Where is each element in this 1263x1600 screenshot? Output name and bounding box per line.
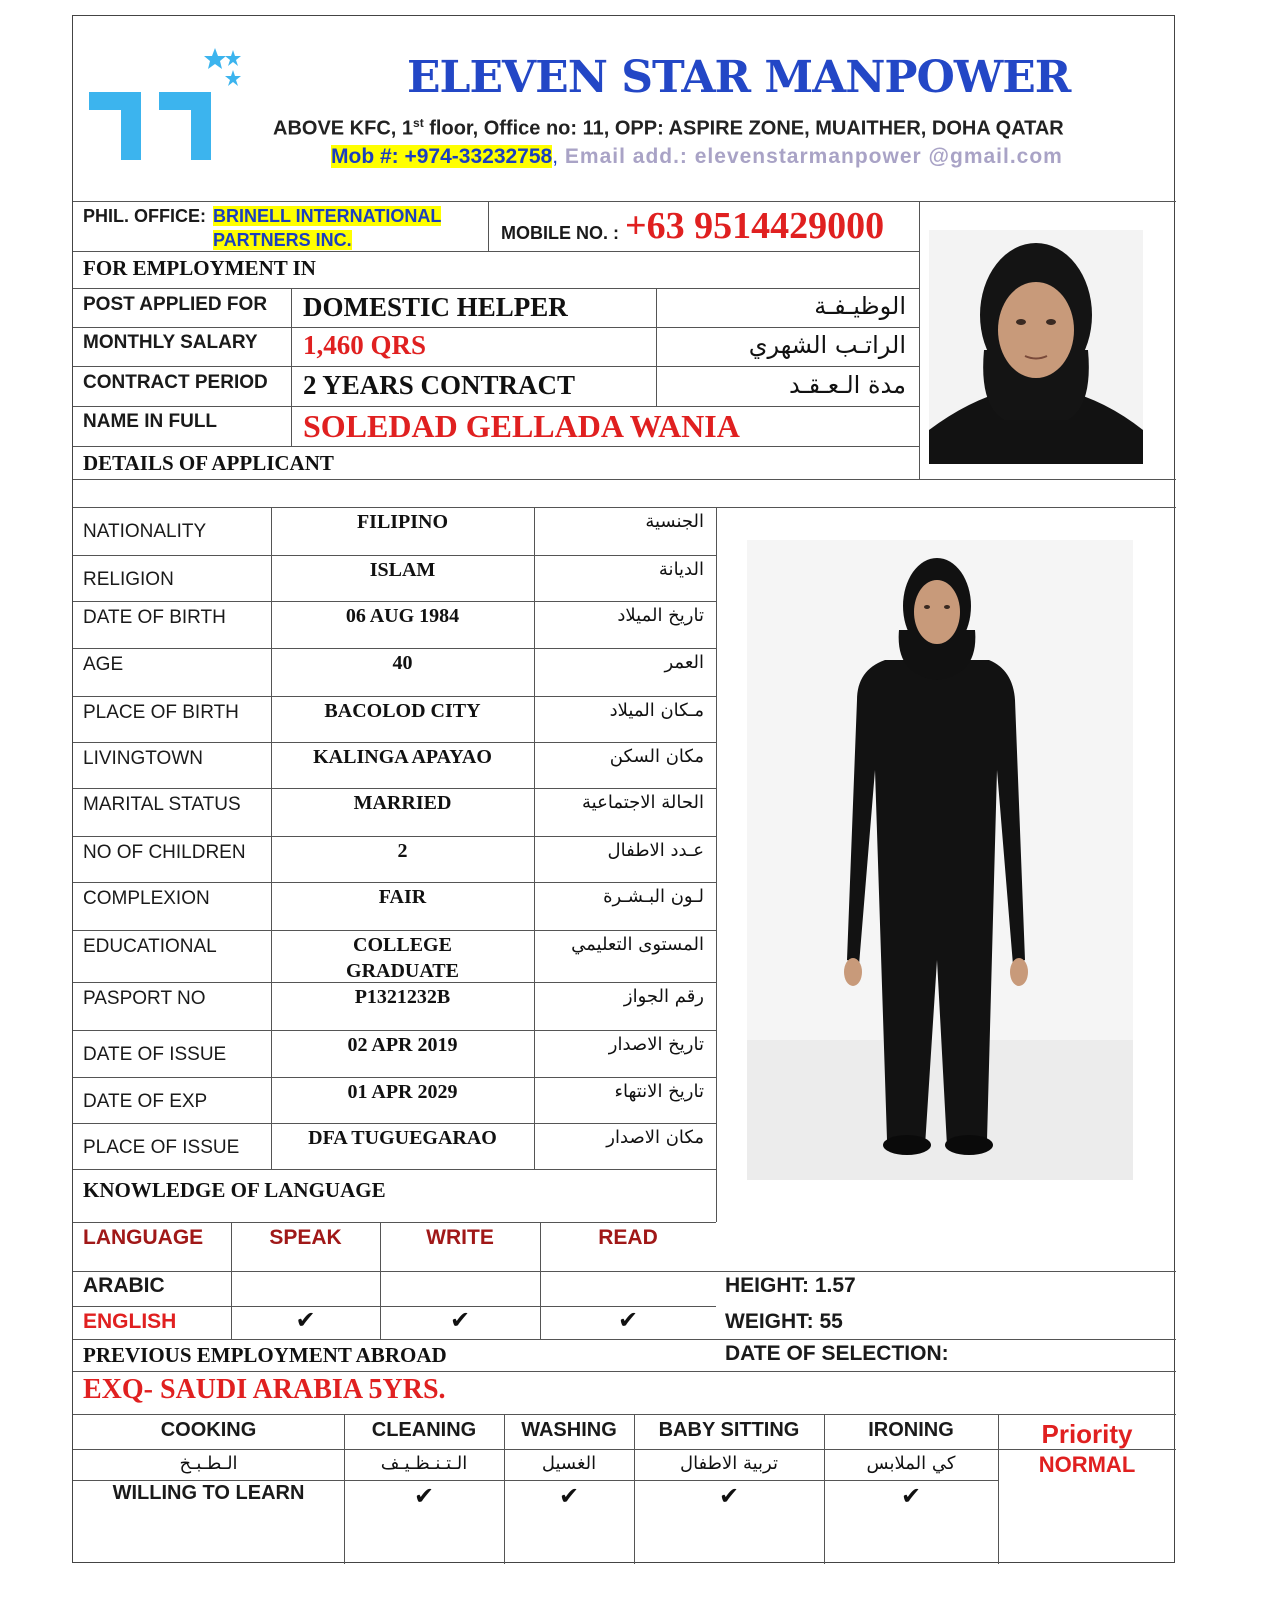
- post-applied-value: DOMESTIC HELPER: [303, 292, 568, 322]
- detail-arabic: الديانة: [658, 559, 704, 580]
- name-in-full-value: SOLEDAD GELLADA WANIA: [303, 408, 740, 444]
- height-value: HEIGHT: 1.57: [725, 1274, 856, 1297]
- skill-baby-sitting-arabic: تربية الاطفال: [679, 1453, 778, 1474]
- detail-label: PLACE OF BIRTH: [83, 702, 239, 723]
- detail-value: 40: [392, 652, 413, 674]
- contract-period-value: 2 YEARS CONTRACT: [303, 370, 576, 400]
- language-arabic: ARABIC: [83, 1274, 165, 1297]
- previous-employment-value: EXQ- SAUDI ARABIA 5YRS.: [83, 1374, 446, 1405]
- detail-arabic: عـدد الاطفال: [607, 840, 704, 861]
- detail-value: DFA TUGUEGARAO: [308, 1127, 497, 1149]
- detail-label: EDUCATIONAL: [83, 936, 217, 957]
- english-read-check: ✔: [617, 1307, 639, 1334]
- cleaning-check: ✔: [413, 1483, 435, 1510]
- contract-period-label: CONTRACT PERIOD: [83, 372, 268, 393]
- detail-arabic: مـكان الميلاد: [609, 700, 704, 721]
- skill-ironing: IRONING: [868, 1419, 954, 1441]
- applicant-full-body-photo: [747, 540, 1133, 1180]
- mobile-value: +63 9514429000: [625, 205, 885, 247]
- detail-label: AGE: [83, 654, 124, 675]
- skill-cooking-arabic: الـطـبـخ: [179, 1453, 238, 1474]
- priority-value: NORMAL: [1038, 1452, 1136, 1477]
- company-logo: [85, 44, 245, 164]
- detail-arabic: مكان السكن: [609, 746, 704, 767]
- detail-label: DATE OF BIRTH: [83, 607, 226, 628]
- application-form: [72, 15, 1175, 1563]
- detail-label: PLACE OF ISSUE: [83, 1137, 240, 1158]
- detail-arabic: تاريخ الاصدار: [608, 1034, 704, 1055]
- detail-value: 01 APR 2029: [347, 1081, 458, 1103]
- weight-value: WEIGHT: 55: [725, 1310, 843, 1333]
- skill-washing-arabic: الغسيل: [541, 1453, 597, 1474]
- detail-label: MARITAL STATUS: [83, 794, 241, 815]
- english-speak-check: ✔: [295, 1307, 316, 1334]
- company-contact: Mob #: +974-33232758, Email add.: elevenstarmanpower @gmail.com: [331, 145, 1063, 168]
- company-mobile: Mob #: +974-33232758: [331, 145, 553, 168]
- language-header: LANGUAGE: [83, 1226, 204, 1249]
- detail-value: COLLEGE: [353, 934, 452, 956]
- applicant-passport-photo: [929, 230, 1143, 464]
- detail-arabic: رقم الجواز: [623, 986, 704, 1007]
- detail-label: LIVINGTOWN: [83, 748, 203, 769]
- applicant-section-title: DETAILS OF APPLICANT: [83, 451, 334, 475]
- monthly-salary-value: 1,460 QRS: [303, 330, 427, 360]
- willing-to-learn-label: WILLING TO LEARN: [112, 1482, 305, 1504]
- detail-arabic: لـون البـشـرة: [603, 886, 704, 907]
- company-address: ABOVE KFC, 1st floor, Office no: 11, OPP: ASPIRE ZONE, MUAITHER, DOHA QATAR: [273, 116, 1064, 140]
- skill-ironing-arabic: كي الملابس: [866, 1453, 956, 1474]
- monthly-salary-label: MONTHLY SALARY: [83, 332, 258, 353]
- detail-arabic: المستوى التعليمي: [571, 934, 704, 955]
- detail-value: P1321232B: [354, 986, 451, 1008]
- company-name: ELEVEN STAR MANPOWER: [407, 52, 1071, 103]
- detail-label: NO OF CHILDREN: [83, 842, 246, 863]
- write-header: WRITE: [426, 1226, 494, 1249]
- previous-employment-title: PREVIOUS EMPLOYMENT ABROAD: [83, 1343, 447, 1367]
- detail-value: 06 AUG 1984: [345, 605, 460, 627]
- detail-value: KALINGA APAYAO: [313, 746, 492, 768]
- detail-label: RELIGION: [83, 569, 174, 590]
- detail-label: DATE OF ISSUE: [83, 1044, 227, 1065]
- post-applied-label: POST APPLIED FOR: [83, 294, 268, 315]
- detail-label: DATE OF EXP: [83, 1091, 208, 1112]
- skill-cooking: COOKING: [160, 1419, 257, 1441]
- skill-cleaning: CLEANING: [371, 1419, 477, 1441]
- detail-arabic: مكان الاصدار: [606, 1127, 704, 1148]
- phil-office-label: PHIL. OFFICE:: [83, 206, 206, 226]
- priority-label: Priority: [1041, 1419, 1133, 1449]
- english-write-check: ✔: [449, 1307, 471, 1334]
- detail-arabic: الحالة الاجتماعية: [582, 792, 704, 813]
- skill-washing: WASHING: [521, 1419, 617, 1441]
- language-english: ENGLISH: [83, 1310, 177, 1333]
- speak-header: SPEAK: [269, 1226, 342, 1249]
- detail-arabic: الجنسية: [645, 511, 704, 532]
- detail-label: COMPLEXION: [83, 888, 210, 909]
- detail-arabic: العمر: [664, 652, 704, 673]
- detail-value: FAIR: [378, 886, 427, 908]
- skill-cleaning-arabic: الـتـنـظـيـف: [380, 1453, 468, 1474]
- read-header: READ: [598, 1226, 658, 1249]
- employment-section-title: FOR EMPLOYMENT IN: [83, 256, 316, 280]
- detail-value: GRADUATE: [346, 960, 459, 982]
- detail-value: 2: [397, 840, 408, 862]
- company-email: Email add.: elevenstarmanpower @gmail.com: [558, 145, 1063, 168]
- monthly-salary-arabic: الراتـب الشهري: [748, 331, 906, 359]
- detail-arabic: تاريخ الميلاد: [617, 605, 704, 626]
- phil-office-name: BRINELL INTERNATIONAL PARTNERS INC.: [213, 206, 442, 250]
- detail-arabic: تاريخ الانتهاء: [614, 1081, 704, 1102]
- detail-value: BACOLOD CITY: [324, 700, 481, 722]
- ironing-check: ✔: [900, 1483, 922, 1510]
- name-in-full-label: NAME IN FULL: [83, 411, 218, 432]
- detail-label: NATIONALITY: [83, 521, 207, 542]
- detail-value: 02 APR 2019: [347, 1034, 458, 1056]
- skill-baby-sitting: BABY SITTING: [658, 1419, 800, 1441]
- date-of-selection: DATE OF SELECTION:: [725, 1342, 949, 1365]
- detail-value: ISLAM: [369, 559, 436, 581]
- detail-value: FILIPINO: [356, 511, 449, 533]
- post-applied-arabic: الوظيـفـة: [814, 292, 906, 320]
- baby-sitting-check: ✔: [718, 1483, 740, 1510]
- detail-label: PASPORT NO: [83, 988, 206, 1009]
- contract-period-arabic: مدة الـعـقـد: [788, 371, 906, 399]
- washing-check: ✔: [558, 1483, 580, 1510]
- detail-value: MARRIED: [353, 792, 452, 814]
- mobile-label: MOBILE NO. :: [501, 223, 619, 243]
- language-section-title: KNOWLEDGE OF LANGUAGE: [83, 1178, 386, 1202]
